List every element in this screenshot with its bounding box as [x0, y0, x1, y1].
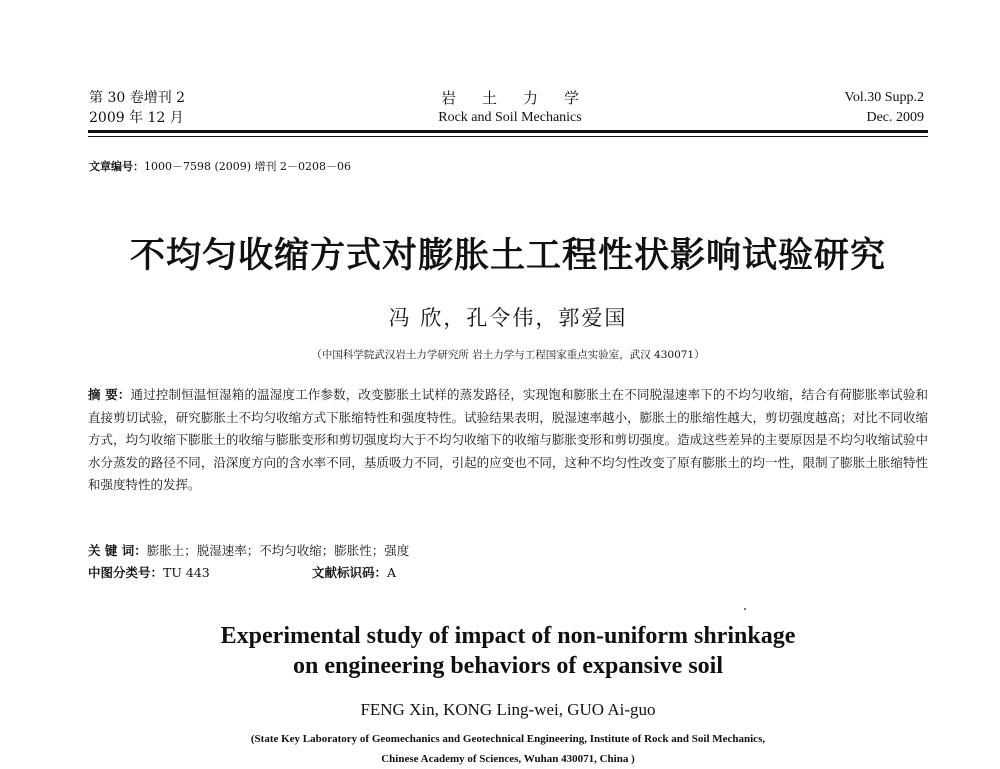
affiliation-en [0, 729, 1000, 769]
paper-title-en-line1: Experimental study of impact of non-uniform shrinkage [220, 623, 796, 649]
affiliation-en-line2: Chinese Academy of Sciences, Wuhan 430071, China ) [381, 753, 635, 765]
clc-number [88, 563, 210, 583]
header-rule-thin [88, 136, 928, 137]
clc-value: TU 443 [163, 565, 210, 580]
clc-label: 中图分类号： [88, 565, 164, 580]
running-header-right [845, 88, 924, 128]
article-number-value: 1000－7598 (2009) 增刊 2－0208－06 [144, 160, 352, 173]
journal-name-cn: 岩土力学 [440, 89, 605, 107]
document-code-label: 文献标识码： [312, 565, 388, 580]
running-header-left [89, 88, 185, 128]
affiliation-cn: （中国科学院武汉岩土力学研究所 岩土力学与工程国家重点实验室，武汉 430071） [311, 349, 705, 361]
paper-title-en-line2: on engineering behaviors of expansive soil [292, 653, 724, 679]
document-code [312, 563, 396, 583]
abstract-text: 通过控制恒温恒湿箱的温湿度工作参数，改变膨胀土试样的蒸发路径，实现饱和膨胀土在不同脱湿速率下的不均匀收缩，结合有荷膨胀率试验和直接剪切试验，研究膨胀土不均匀收缩方式下胀缩特性和强度特性。试验结果表明，脱湿速率越小，膨胀土的胀缩性越大，剪切强度越高；对比不同收缩方式，均匀收缩下膨胀土的收缩与膨胀变形和剪切强度均大于不均匀收缩下的收缩与膨胀变形和剪切强度。造成这些差异的主要原因是不均匀收缩试验中水分蒸发的路径不同，沿深度方向的含水率不同，基质吸力不同，引起的应变也不同，这种不均匀性改变了原有膨胀土的均一性，限制了膨胀土胀缩特性和强度特性的发挥。 [88, 387, 928, 492]
authors-cn: 冯 欣，孔令伟，郭爱国 [388, 306, 628, 330]
running-header-center [300, 88, 720, 128]
affiliation-en-line1: (State Key Laboratory of Geomechanics and Geotechnical Engineering, Institute of Rock and Soil Mechanics, [250, 733, 766, 745]
issue-date-cn: 2009 年 12 月 [89, 110, 184, 126]
abstract-label: 摘 要： [88, 387, 131, 402]
article-number-label: 文章编号： [89, 160, 144, 173]
scan-speck [744, 608, 746, 610]
paper-title-cn: 不均匀收缩方式对膨胀土工程性状影响试验研究 [129, 236, 886, 276]
journal-name-en: Rock and Soil Mechanics [438, 110, 582, 125]
document-code-value: A [387, 565, 397, 580]
paper-title-en [0, 621, 1000, 681]
volume-issue: 第 30 卷增刊 2 [89, 90, 186, 106]
authors-en: FENG Xin, KONG Ling-wei, GUO Ai-guo [360, 700, 656, 719]
keywords-text: 膨胀土；脱湿速率；不均匀收缩；膨胀性；强度 [146, 543, 410, 558]
article-number [89, 158, 351, 174]
keywords-label: 关 键 词： [88, 543, 147, 558]
issue-date-en: Dec. 2009 [866, 110, 924, 125]
keywords-cn [88, 541, 409, 561]
volume-supp-en: Vol.30 Supp.2 [844, 90, 924, 105]
header-rule-thick [88, 130, 928, 133]
abstract-cn [88, 384, 928, 497]
